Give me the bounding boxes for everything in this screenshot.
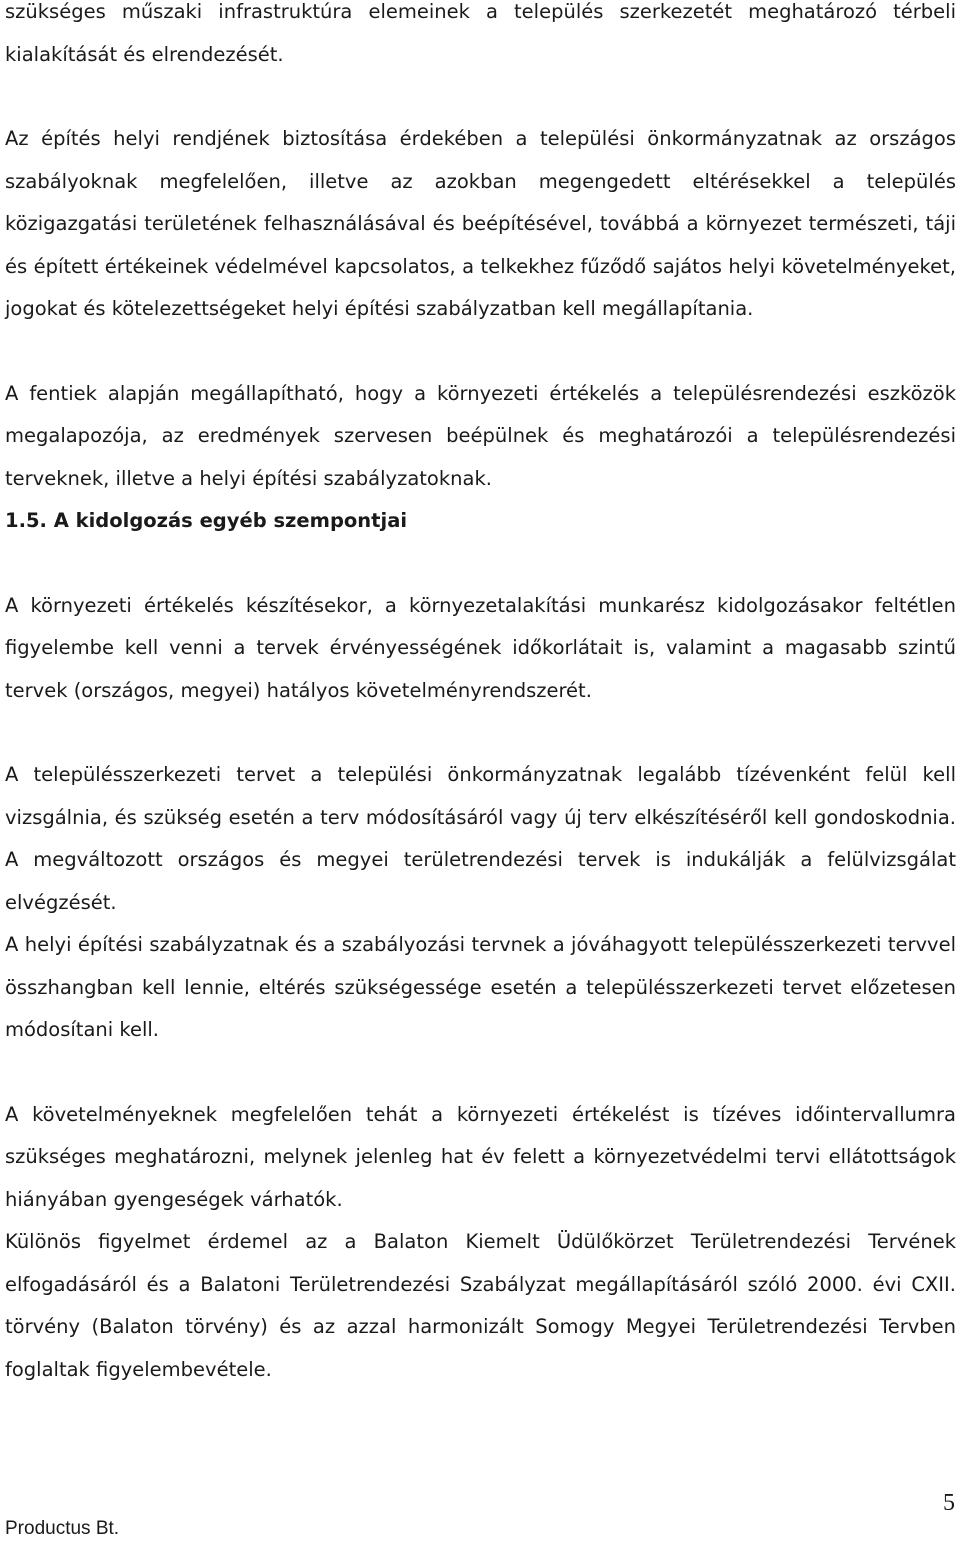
document-page (5, 0, 956, 1391)
footer-company: Productus Bt. (5, 1518, 120, 1539)
paragraph-building-order: Az építés helyi rendjének biztosítása érdekében a települési önkormányzatnak az országos szabályoknak megfelelően, illetve az azokban megengedett eltérésekkel a település közigazgatási területének felhasználásával és beépítésével, továbbá a környezet természeti, táji és épített értékeinek védelmével kapcsolatos, a telkekhez fűződő sajátos helyi követelményeket, jogokat és kötelezettségeket helyi építési szabályzatban kell megállapítania. (5, 127, 956, 320)
paragraph-review-plan: A településszerkezeti tervet a települési önkormányzatnak legalább tízévenként felül kell vizsgálnia, és szükség esetén a terv módosításáról vagy új terv elkészítéséről kell gondoskodnia. A megváltozott országos és megyei területrendezési tervek is indukálják a felülvizsgálat elvégzését. (5, 763, 956, 914)
paragraph-requirements: A követelményeknek megfelelően tehát a környezeti értékelést is tízéves időintervallumra szükséges meghatározni, melynek jelenleg hat év felett a környezetvédelmi tervi ellátottságok hiányában gyengeségek várhatók. (5, 1102, 956, 1211)
paragraph-environmental-assessment: A környezeti értékelés készítésekor, a környezetalakítási munkarész kidolgozásakor feltétlen figyelembe kell venni a tervek érvényességének időkorlátait is, valamint a magasabb szintű tervek (országos, megyei) hatályos követelményrendszerét. (5, 593, 956, 702)
paragraph-local-regulation: A helyi építési szabályzatnak és a szabályozási tervnek a jóváhagyott településszerkezeti tervvel összhangban kell lennie, eltérés szükségessége esetén a településszerkezeti tervet előzetesen módosítani kell. (5, 933, 956, 1041)
page-number: 5 (943, 1490, 955, 1516)
section-heading (5, 500, 956, 543)
section-title: A kidolgozás egyéb szempontjai (53, 509, 408, 532)
paragraph-conclusion: A fentiek alapján megállapítható, hogy a környezeti értékelés a településrendezési eszközök megalapozója, az eredmények szervesen beépülnek és meghatározói a településrendezési terveknek, illetve a helyi építési szabályzatoknak. (5, 381, 956, 490)
paragraph-balaton-law: Különös figyelmet érdemel az a Balaton Kiemelt Üdülőkörzet Területrendezési Tervének elfogadásáról és a Balatoni Területrendezési Szabályzat megállapításáról szóló 2000. évi CXII. törvény (Balaton törvény) és az azzal harmonizált Somogy Megyei Területrendezési Tervben foglaltak figyelembevétele. (5, 1230, 956, 1381)
paragraph-continued: szükséges műszaki infrastruktúra elemeinek a település szerkezetét meghatározó térbeli kialakítását és elrendezését. (5, 0, 956, 66)
section-number: 1.5. (5, 509, 47, 532)
